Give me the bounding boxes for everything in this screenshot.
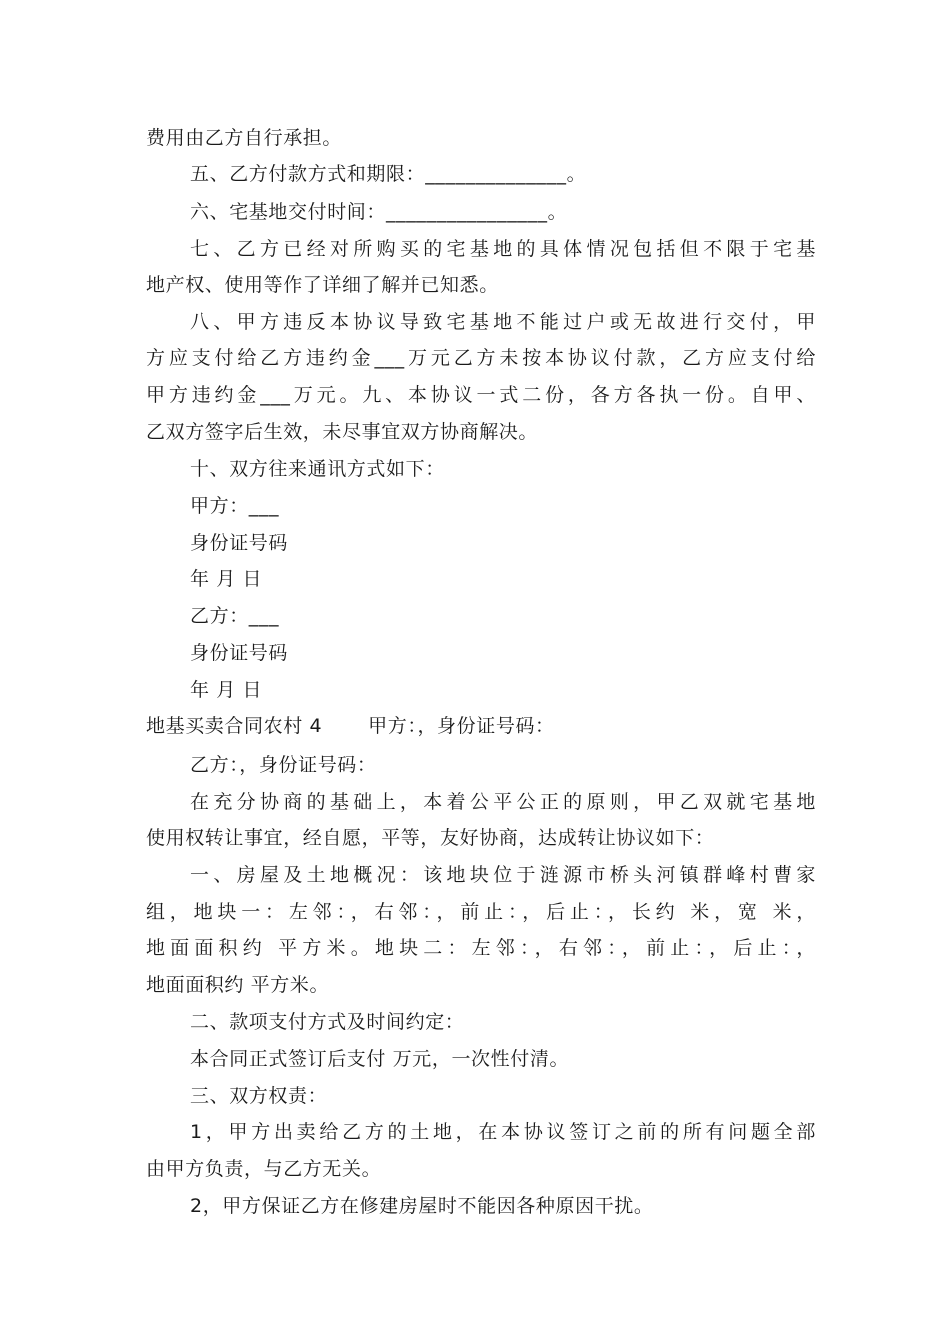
text-line: 年 月 日 [190,679,263,701]
text-line: 2，甲方保证乙方在修建房屋时不能因各种原因干扰。 [190,1195,654,1217]
text-line: 乙双方签字后生效，未尽事宜双方协商解决。 [146,421,539,443]
text-line: 十、双方往来通讯方式如下： [190,458,445,480]
text-line: 在充分协商的基础上，本着公平公正的原则，甲乙双就宅基地 [190,791,816,813]
text-line: 甲方违约金___万元。九、本协议一式二份，各方各执一份。自甲、 [146,384,816,406]
text-line: 组，地块一：左邻：，右邻：，前止：，后止：，长约 米，宽 米， [146,901,816,923]
text-line: 身份证号码 [190,642,289,664]
text-line: 七、乙方已经对所购买的宅基地的具体情况包括但不限于宅基 [190,238,816,260]
text-line: 二、款项支付方式及时间约定： [190,1011,465,1033]
text-line: 本合同正式签订后支付 万元，一次性付清。 [190,1048,570,1070]
party-a-info: 甲方：，身份证号码： [368,715,555,737]
text-line: 地面面积约 平方米。 [146,974,330,996]
section-heading-line [146,714,816,738]
text-line: 地产权、使用等作了详细了解并已知悉。 [146,274,499,296]
text-line: 五、乙方付款方式和期限：______________。 [190,163,587,185]
text-line: 地面面积约 平方米。地块二：左邻：，右邻：，前止：，后止：， [146,937,816,959]
text-line: 六、宅基地交付时间：________________。 [190,201,568,223]
text-line: 身份证号码 [190,532,289,554]
text-line: 乙方：___ [190,605,280,627]
text-line: 费用由乙方自行承担。 [146,127,343,149]
text-line: 1，甲方出卖给乙方的土地，在本协议签订之前的所有问题全部 [190,1121,816,1143]
text-line: 一、房屋及土地概况：该地块位于涟源市桥头河镇群峰村曹家 [190,864,816,886]
section-title: 地基买卖合同农村 4 [146,715,323,737]
text-line: 使用权转让事宜，经自愿，平等，友好协商，达成转让协议如下： [146,827,715,849]
text-line: 方应支付给乙方违约金___万元乙方未按本协议付款，乙方应支付给 [146,347,816,369]
text-line: 乙方：，身份证号码： [190,754,377,776]
text-line: 年 月 日 [190,568,263,590]
text-line: 甲方：___ [190,495,280,517]
text-line: 三、双方权责： [190,1085,328,1107]
text-line: 八、甲方违反本协议导致宅基地不能过户或无故进行交付，甲 [190,311,816,333]
text-line: 由甲方负责，与乙方无关。 [146,1158,382,1180]
